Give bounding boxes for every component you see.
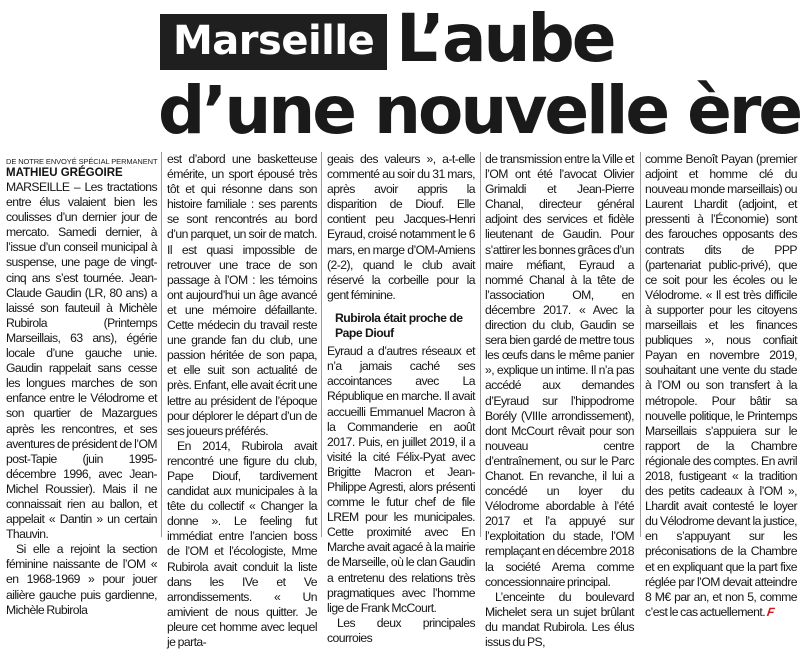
subheading: Rubirola était proche de Pape Diouf <box>335 310 463 340</box>
column-divider <box>640 152 641 537</box>
paragraph-text: comme Benoît Payan (premier adjoint et homme clé du nouveau monde marseillais) ou Laurent Lhardit (adjoint, et pressenti à l’Économie) sont des farouches opposants des contrats dits de PPP (partenariat public-privé), que ce soit pour les écoles ou le Vélodrome. « Il est très difficile à supporter pour les citoyens marseillais et les finances publiques », nous confiait Payan en novembre 2019, souhaitant une vente du stade à l’OM ou son transfert à la métropole. Pour bâtir sa nouvelle politique, le Printemps Marseillais s’appuiera sur le rapport de la Chambre régionale des comptes. En avril 2018, fustigeant « la tradition des petits cadeaux à l’OM », Lhardit avait contesté le loyer du Vélodrome devant la justice, en s’appuyant sur les préconisations de la Chambre et en expliquant que la part fixe réglée par l’OM devait atteindre 8 M€ par an, et non 5, comme c’est le cas actuellement. <box>645 152 797 619</box>
paragraph: de transmission entre la Ville et l’OM ont été l’avocat Olivier Grimaldi et Jean-Pierre Chanal, directeur général adjoint des services et fidèle lieutenant de Gaudin. Pour s’attirer les bonnes grâces d’un maire méfiant, Eyraud a nommé Chanal à la tête de l’association OM, en décembre 2017. « Avec la direction du club, Gaudin se sera bien gardé de mettre tous les œufs dans le même panier », explique un intime. Il n’a pas accédé aux demandes d’Eyraud sur l’hippodrome Borély (VIIIe arrondissement), dont McCourt rêvait pour son nouveau centre d’entraînement, ou sur le Parc Chanot. En revanche, il lui a concédé un loyer du Vélodrome abordable à l’été 2017 et l’a appuyé sur l’exploitation du stade, l’OM remplaçant en décembre 2018 la société Arema comme concessionnaire principal. <box>485 152 634 589</box>
article-column-1 <box>6 180 157 617</box>
column-divider <box>321 152 322 537</box>
paragraph: MARSEILLE – Les tractations entre élus valaient bien les coulisses d’un dernier jour de mercato. Samedi dernier, à l’issue d’un conseil municipal à suspense, une page de vingt-cinq ans s’est tournée. Jean-Claude Gaudin (LR, 80 ans) a laissé son fauteuil à Michèle Rubirola (Printemps Marseillais, 63 ans), égérie locale d’une gauche unie. Gaudin rappelait sans cesse les longues marches de son enfance entre le Vélodrome et son quartier de Mazargues après les rencontres, et ses aventures de président de l’OM post-Tapie (juin 1995-décembre 1996, avec Jean-Michel Roussier). Mais il ne connaissait rien au ballon, et appelait « Dantin » un certain Thauvin. <box>6 180 157 542</box>
byline <box>6 157 156 180</box>
column-divider <box>480 152 481 537</box>
paragraph: Les deux principales courroies <box>327 615 475 645</box>
article-column-5 <box>645 152 797 619</box>
paragraph: En 2014, Rubirola avait rencontré une figure du club, Pape Diouf, tardivement candidat aux municipales à la tête du collectif « Changer la donne ». Le feeling fut immédiat entre l’ancien boss de l’OM et l’écologiste, Mme Rubirola avait conduit la liste dans les IVe et Ve arrondissements. « Un amivient de nous quitter. Je pleure cet homme avec lequel je parta- <box>167 438 317 649</box>
paragraph: Si elle a rejoint la section féminine naissante de l’OM « en 1968-1969 » pour jouer ailière gauche puis gardienne, Michèle Rubirola <box>6 542 157 617</box>
byline-prefix: DE NOTRE ENVOYÉ SPÉCIAL PERMANENT <box>6 157 158 166</box>
headline <box>0 0 805 150</box>
headline-title-line-1: L’aube <box>396 0 614 77</box>
article-column-4 <box>485 152 634 649</box>
headline-title-line-2: d’une nouvelle ère <box>158 72 801 149</box>
article-column-3 <box>327 152 475 645</box>
paragraph <box>645 152 797 620</box>
paragraph: geais des valeurs », a-t-elle commenté au soir du 31 mars, après avoir appris la disparition de Diouf. Elle contient peu Jacques-Henri Eyraud, croisé notamment le 6 mars, en marge d’OM-Amiens (2-2), quand le club avait réservé la corbeille pour la gent féminine. <box>327 152 475 302</box>
article-column-2 <box>167 152 317 649</box>
paragraph: est d’abord une basketteuse émérite, un sport épousé très tôt et qui résonne dans son histoire familiale : ses parents se sont rencontrés au bord d’un parquet, un soir de match. Il est quasi impossible de retrouver une trace de son passage à l’OM : les témoins ont aujourd’hui un âge avancé et une mémoire défaillante. Cette médecin du travail reste une grande fan du club, une passion héritée de son papa, et elle suit son actualité de près. Enfant, elle avait écrit une lettre au président de l’époque pour déplorer le départ d’un de ses joueurs préférés. <box>167 152 317 438</box>
paragraph: Eyraud a d’autres réseaux et n’a jamais caché ses accointances avec La République en marche. Il avait accueilli Emmanuel Macron à la Commanderie en août 2017. Puis, en juillet 2019, il a visité la cité Félix-Pyat avec Brigitte Macron et Jean-Philippe Agresti, alors présenti comme le futur chef de file LREM pour les municipales. Cette proximité avec En Marche avait agacé à la mairie de Marseille, où le clan Gaudin a entretenu des relations très pragmatiques avec l’homme lige de Frank McCourt. <box>327 344 475 615</box>
paragraph: L’enceinte du boulevard Michelet sera un sujet brûlant du mandat Rubirola. Les élus issus du PS, <box>485 589 634 649</box>
byline-author: MATHIEU GRÉGOIRE <box>6 167 123 179</box>
end-mark-logo: F <box>766 604 776 619</box>
headline-kicker: Marseille <box>160 14 387 70</box>
column-divider <box>161 152 162 537</box>
